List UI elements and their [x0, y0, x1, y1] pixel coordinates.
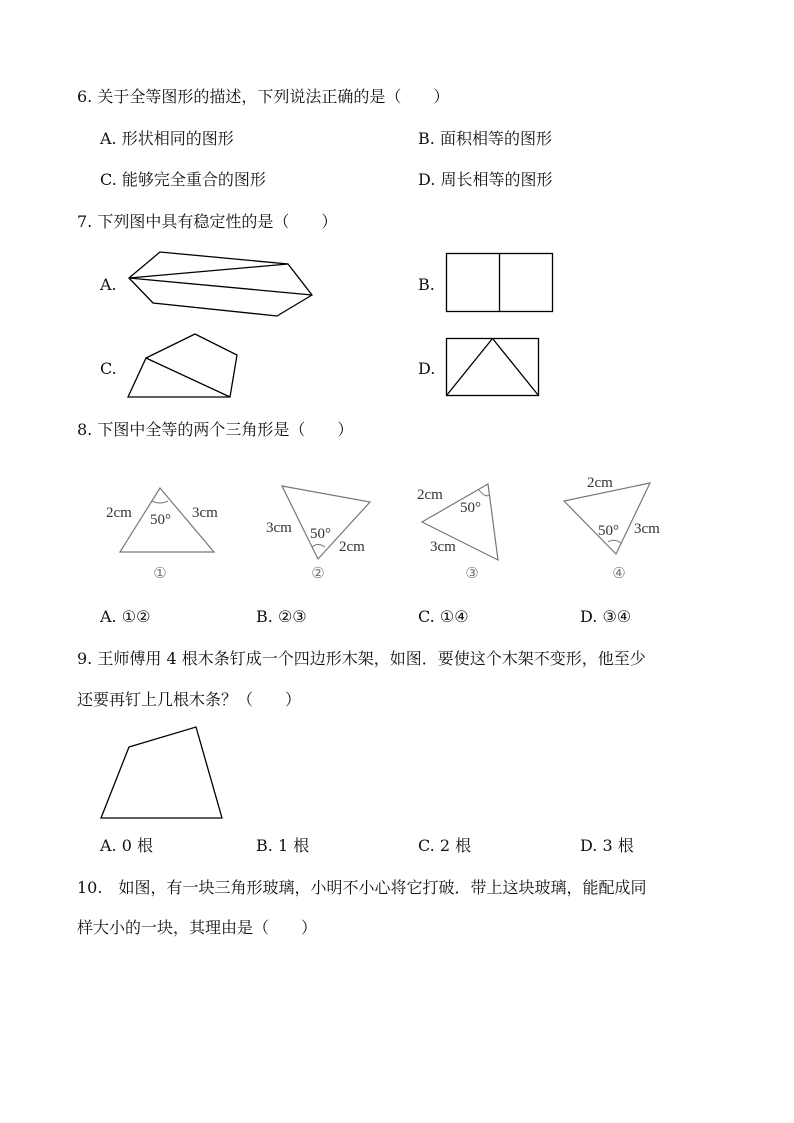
q8-option-c[interactable]: [418, 607, 469, 627]
side-label: 2cm: [587, 475, 613, 491]
option-label: A.: [100, 836, 117, 855]
option-text: ③④: [602, 607, 632, 626]
option-text: 形状相同的图形: [121, 129, 234, 148]
option-label: A.: [100, 607, 117, 626]
side-label: 2cm: [339, 539, 365, 555]
q7-figure-d: [444, 336, 542, 398]
q9-stem-line2: 还要再钉上几根木条？（ ）: [77, 690, 302, 709]
q8-option-b[interactable]: [256, 607, 307, 627]
q6-stem: 6. 关于全等图形的描述，下列说法正确的是（ ）: [77, 87, 450, 106]
option-text: 周长相等的图形: [440, 170, 553, 189]
q7-option-c-label[interactable]: C.: [100, 359, 117, 378]
side-label: 2cm: [106, 505, 132, 521]
q7-figure-a: [125, 245, 317, 321]
side-label: 3cm: [192, 505, 218, 521]
option-label: B.: [256, 607, 273, 626]
side-label: 3cm: [430, 539, 456, 555]
q9-option-d[interactable]: [580, 836, 634, 856]
q9-option-c[interactable]: [418, 836, 471, 856]
option-label: D.: [580, 607, 598, 626]
side-label: 3cm: [266, 520, 292, 536]
q7-figure-b: [444, 251, 556, 315]
option-label: C.: [418, 607, 435, 626]
option-text: 2 根: [439, 836, 472, 855]
q8-option-d[interactable]: [580, 607, 631, 627]
figure-caption: ④: [612, 566, 626, 582]
q6-option-a[interactable]: [100, 129, 234, 149]
option-text: 面积相等的图形: [439, 129, 552, 148]
option-text: 能够完全重合的图形: [121, 170, 266, 189]
q8-option-a[interactable]: [100, 607, 150, 627]
option-text: ①②: [121, 607, 151, 626]
option-text: ②③: [277, 607, 307, 626]
q9-option-b[interactable]: [256, 836, 309, 856]
option-text: 1 根: [277, 836, 310, 855]
option-text: ①④: [439, 607, 469, 626]
side-label: 3cm: [634, 521, 660, 537]
q6-option-b[interactable]: [418, 129, 552, 149]
option-label: C.: [100, 170, 117, 189]
q10-stem-line2: 样大小的一块，其理由是（ ）: [77, 918, 318, 937]
option-label: C.: [418, 836, 435, 855]
q8-stem: 8. 下图中全等的两个三角形是（ ）: [77, 420, 354, 439]
q7-option-d-label[interactable]: D.: [418, 359, 436, 378]
q7-stem: 7. 下列图中具有稳定性的是（ ）: [77, 212, 338, 231]
side-label: 2cm: [417, 487, 443, 503]
q8-triangle-4: [556, 474, 676, 582]
option-label: A.: [100, 129, 117, 148]
figure-caption: ①: [153, 566, 167, 582]
q6-option-c[interactable]: [100, 170, 266, 190]
q9-quadrilateral: [98, 722, 226, 822]
option-text: 3 根: [602, 836, 634, 855]
angle-label: 50°: [310, 526, 331, 542]
q9-stem-line1: 9. 王师傅用 4 根木条钉成一个四边形木架，如图．要使这个木架不变形，他至少: [77, 649, 646, 668]
angle-label: 50°: [460, 500, 481, 516]
option-label: D.: [418, 170, 436, 189]
q8-triangle-1: [100, 480, 230, 582]
q8-triangle-2: [262, 480, 382, 582]
q9-option-a[interactable]: [100, 836, 153, 856]
option-label: D.: [580, 836, 598, 855]
q7-option-a-label[interactable]: A.: [100, 275, 117, 294]
q6-option-d[interactable]: [418, 170, 552, 190]
option-label: B.: [418, 129, 435, 148]
q7-figure-c: [125, 331, 241, 403]
figure-caption: ③: [465, 566, 479, 582]
option-label: B.: [256, 836, 273, 855]
figure-caption: ②: [311, 566, 325, 582]
q7-option-b-label[interactable]: B.: [418, 275, 435, 294]
q8-triangle-3: [412, 480, 522, 582]
q10-stem-line1: 10. 如图，有一块三角形玻璃，小明不小心将它打破．带上这块玻璃，能配成同: [77, 878, 647, 897]
angle-label: 50°: [150, 512, 171, 528]
option-text: 0 根: [121, 836, 154, 855]
angle-label: 50°: [598, 523, 619, 539]
